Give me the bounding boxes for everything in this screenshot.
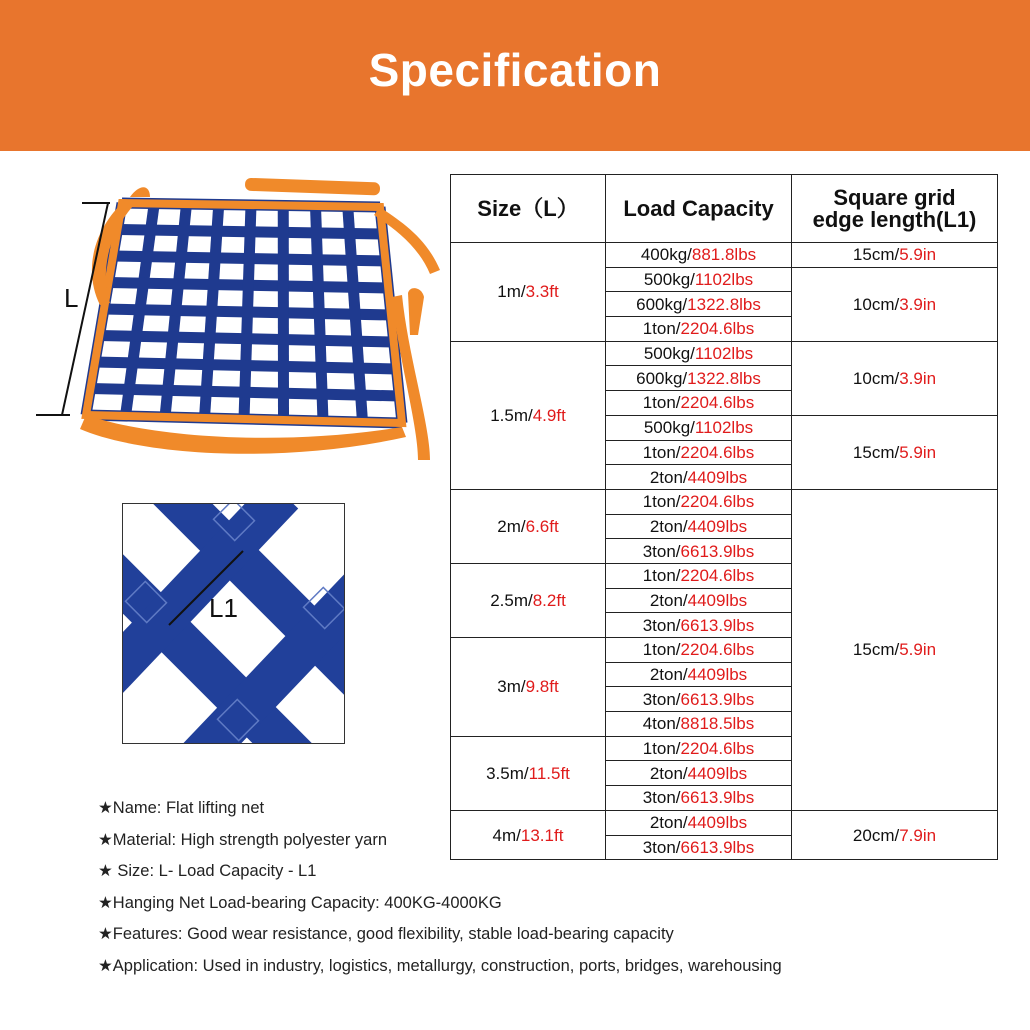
note-capacity: ★Hanging Net Load-bearing Capacity: 400KG-4000KG [98,893,502,912]
load-metric: 2ton/ [649,516,688,536]
header-grid-line2: edge length(L1) [812,206,977,232]
load-metric: 2ton/ [649,665,688,685]
load-imperial: 4409lbs [687,665,748,685]
net-illustration [30,175,450,485]
load-cell [606,465,792,490]
size-label: L [64,283,79,313]
load-imperial: 2204.6lbs [680,393,755,413]
load-imperial: 1322.8lbs [687,368,761,388]
load-cell [606,391,792,416]
load-metric: 1ton/ [642,566,681,586]
load-metric: 500kg/ [643,344,695,364]
load-cell [606,613,792,638]
note-application: ★Application: Used in industry, logistics, metallurgy, construction, ports, bridges, warehousing [98,956,782,975]
load-imperial: 2204.6lbs [680,640,755,660]
size-metric: 3m/ [497,677,526,697]
note-size: ★ Size: L- Load Capacity - L1 [98,862,317,880]
size-imperial: 8.2ft [532,590,566,610]
size-cell [451,638,606,737]
grid-imperial: 5.9in [899,245,937,265]
load-imperial: 4409lbs [687,813,748,833]
load-imperial: 1102lbs [694,418,754,438]
load-imperial: 4409lbs [687,467,748,487]
load-cell [606,662,792,687]
grid-metric: 15cm/ [852,640,900,660]
load-metric: 600kg/ [636,294,688,314]
size-metric: 4m/ [492,825,521,845]
load-imperial: 2204.6lbs [680,442,755,462]
size-imperial: 3.3ft [525,282,559,302]
load-metric: 1ton/ [642,319,681,339]
banner-title: Specification [368,43,662,96]
lifting-loop-right-top [408,288,424,335]
load-metric: 3ton/ [642,689,681,709]
grid-detail-illustration [123,504,344,743]
load-cell [606,712,792,737]
load-imperial: 2204.6lbs [680,566,755,586]
load-cell [606,440,792,465]
grid-metric: 10cm/ [852,368,900,388]
load-imperial: 4409lbs [687,590,748,610]
header-grid-line1: Square grid [833,184,956,210]
header-load-capacity: Load Capacity [606,175,792,243]
load-cell [606,317,792,342]
load-cell [606,638,792,663]
load-cell [606,514,792,539]
size-imperial: 6.6ft [525,516,559,536]
load-imperial: 6613.9lbs [680,615,755,635]
note-material: ★Material: High strength polyester yarn [98,830,387,849]
load-cell [606,588,792,613]
load-metric: 500kg/ [643,270,695,290]
size-imperial: 11.5ft [528,763,570,783]
load-imperial: 2204.6lbs [680,319,755,339]
spec-table [450,174,998,860]
load-cell [606,341,792,366]
load-imperial: 6613.9lbs [680,689,755,709]
load-cell [606,761,792,786]
size-cell [451,341,606,489]
size-metric: 1.5m/ [490,405,533,425]
grid-cell [792,415,998,489]
table-row [451,243,998,268]
table-header-row [451,175,998,243]
grid-detail-box [122,503,345,744]
load-metric: 1ton/ [642,492,681,512]
size-metric: 3.5m/ [486,763,529,783]
load-imperial: 1102lbs [694,344,754,364]
grid-cell [792,267,998,341]
load-metric: 3ton/ [642,541,681,561]
load-metric: 2ton/ [649,467,688,487]
load-metric: 3ton/ [642,837,681,857]
load-metric: 4ton/ [642,714,681,734]
size-metric: 2.5m/ [490,590,533,610]
load-imperial: 6613.9lbs [680,788,755,808]
net-grid [80,178,440,460]
size-imperial: 9.8ft [525,677,559,697]
notes-list [98,797,782,986]
load-cell [606,687,792,712]
load-metric: 1ton/ [642,393,681,413]
note-features: ★Features: Good wear resistance, good flexibility, stable load-bearing capacity [98,925,674,943]
load-imperial: 4409lbs [687,516,748,536]
grid-imperial: 7.9in [899,825,937,845]
grid-imperial: 3.9in [899,368,937,388]
grid-cell [792,489,998,810]
load-metric: 2ton/ [649,813,688,833]
load-imperial: 881.8lbs [691,245,757,265]
grid-cell [792,810,998,859]
load-metric: 3ton/ [642,788,681,808]
net-strap-horizontal [104,309,391,315]
grid-imperial: 3.9in [899,294,937,314]
load-imperial: 2204.6lbs [680,492,755,512]
net-strap-horizontal [95,362,397,369]
banner [0,0,1030,151]
load-cell [606,415,792,440]
size-imperial: 4.9ft [532,405,566,425]
load-metric: 1ton/ [642,739,681,759]
grid-metric: 20cm/ [852,825,900,845]
header-size: Size（L） [451,175,606,243]
load-imperial: 2204.6lbs [680,739,755,759]
load-cell [606,489,792,514]
load-metric: 1ton/ [642,442,681,462]
load-metric: 1ton/ [642,640,681,660]
size-metric: 2m/ [497,516,526,536]
grid-metric: 10cm/ [852,294,900,314]
load-metric: 2ton/ [649,763,688,783]
load-cell [606,267,792,292]
note-name: ★Name: Flat lifting net [98,799,265,817]
load-metric: 400kg/ [640,245,692,265]
header-grid-length [792,175,998,243]
lifting-loop-top [245,178,380,196]
load-metric: 3ton/ [642,615,681,635]
net-strap-horizontal [100,336,394,343]
load-cell [606,243,792,268]
load-cell [606,539,792,564]
size-cell [451,563,606,637]
grid-metric: 15cm/ [852,245,900,265]
load-metric: 500kg/ [643,418,695,438]
size-cell [451,489,606,563]
size-imperial: 13.1ft [520,825,564,845]
load-cell [606,736,792,761]
load-imperial: 6613.9lbs [680,541,755,561]
grid-imperial: 5.9in [899,640,937,660]
table-row [451,341,998,366]
grid-metric: 15cm/ [852,442,900,462]
grid-imperial: 5.9in [899,442,937,462]
load-imperial: 4409lbs [687,763,748,783]
load-imperial: 8818.5lbs [680,714,755,734]
grid-cell [792,341,998,415]
load-metric: 2ton/ [649,590,688,610]
size-cell [451,243,606,342]
lifting-loop-top-left [130,187,150,197]
size-metric: 1m/ [497,282,526,302]
grid-label: L1 [209,593,238,623]
load-imperial: 6613.9lbs [680,837,755,857]
load-imperial: 1322.8lbs [687,294,761,314]
load-cell [606,366,792,391]
grid-cell [792,243,998,268]
table-row [451,489,998,514]
load-cell [606,563,792,588]
load-imperial: 1102lbs [694,270,754,290]
load-metric: 600kg/ [636,368,688,388]
load-cell [606,292,792,317]
net-strap-horizontal [91,389,400,397]
